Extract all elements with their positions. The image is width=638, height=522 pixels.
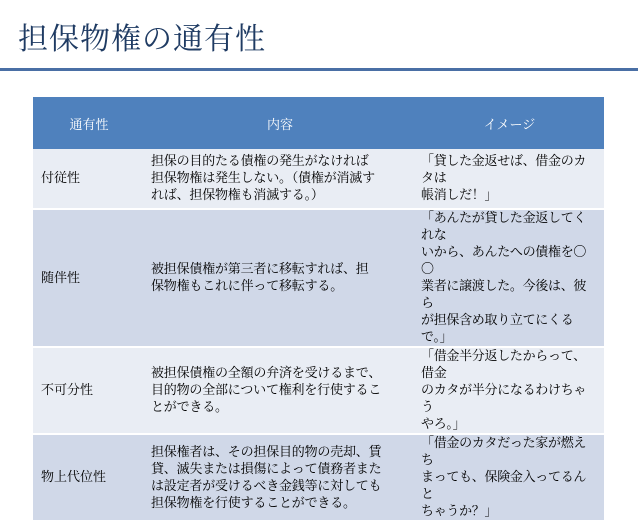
image-line: 帳消しだ！」 [421,188,498,203]
property-name: 不可分性 [33,347,145,434]
property-name: 付従性 [33,149,145,209]
image-line: やろ。」 [421,417,466,432]
table-row [33,149,604,209]
image-line: まっても、保険金入ってるんと [421,470,587,502]
title-divider [0,68,638,71]
property-content [145,149,415,209]
image-line: いから、あんたへの債権を〇〇 [421,245,587,277]
header-image: イメージ [415,97,604,149]
image-line: ちゃうか？」 [421,504,498,519]
table-row [33,434,604,521]
property-image [415,149,604,209]
content-line: 貸、滅失または損傷によって債務者また [151,461,382,477]
image-line: が担保含め取り立てにくるで。」 [421,313,574,345]
content-line: 担保物権は発生しない。（債権が消滅す [151,171,375,186]
header-content: 内容 [145,97,415,149]
property-image [415,347,604,434]
content-line: 担保権者は、その担保目的物の売却、賃 [151,444,382,460]
content-line: 保物権もこれに伴って移転する。 [151,279,344,294]
content-line: とができる。 [151,400,228,415]
table-row [33,209,604,347]
image-line: 「借金のカタだった家が燃えち [421,436,587,468]
image-line: 「借金半分返したからって、借金 [421,349,586,381]
content-line: 目的物の全部について権利を行使するこ [151,383,382,398]
image-line: のカタが半分になるわけちゃう [421,383,587,415]
property-name: 随伴性 [33,209,145,347]
table-header-row [33,97,604,149]
property-image [415,434,604,521]
property-content [145,209,415,347]
table-row [33,347,604,434]
property-content [145,347,415,434]
property-image [415,209,604,347]
content-line: れば、担保物権も消滅する。） [151,188,324,203]
property-name: 物上代位性 [33,434,145,521]
content-line: 被担保債権が第三者に移転すれば、担 [151,262,369,277]
image-line: 「あんたが貸した金返してくれな [421,211,587,243]
image-line: 業者に譲渡した。今後は、彼ら [421,279,587,311]
image-line: 「貸した金返せば、借金のカタは [421,154,587,186]
content-line: は設定者が受けるべき金銭等に対しても [151,478,382,494]
properties-table [33,97,604,522]
content-line: 被担保債権の全額の弁済を受けるまで、 [151,366,382,381]
header-property: 通有性 [33,97,145,149]
page-title: 担保物権の通有性 [18,22,266,57]
content-line: 担保物権を行使することができる。 [151,495,356,511]
property-content [145,434,415,521]
content-line: 担保の目的たる債権の発生がなければ [151,154,369,169]
